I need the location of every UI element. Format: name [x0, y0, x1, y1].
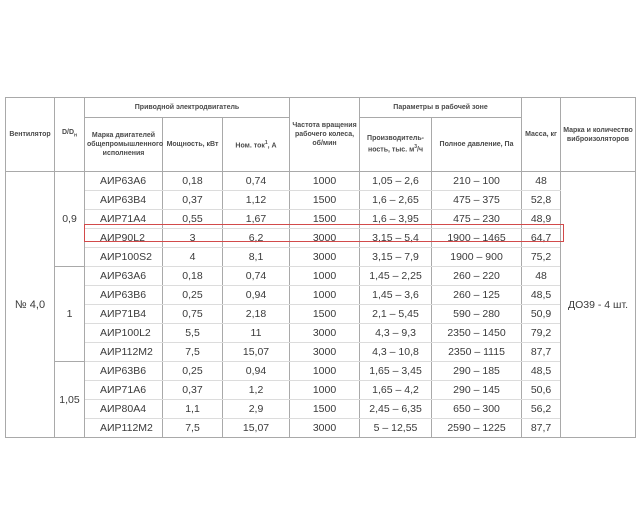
power-cell: 7,5	[163, 343, 223, 362]
flow-cell: 1,05 – 2,6	[360, 172, 432, 191]
table-row	[6, 381, 636, 400]
model-cell: АИР63В6	[85, 362, 163, 381]
pressure-cell: 2590 – 1225	[432, 419, 522, 438]
model-cell: АИР90L2	[85, 229, 163, 248]
pressure-cell: 260 – 125	[432, 286, 522, 305]
power-cell: 0,37	[163, 381, 223, 400]
speed-cell: 1000	[290, 381, 360, 400]
current-cell: 1,67	[223, 210, 290, 229]
model-cell: АИР100S2	[85, 248, 163, 267]
pressure-cell: 2350 – 1115	[432, 343, 522, 362]
current-cell: 2,18	[223, 305, 290, 324]
mass-cell: 50,6	[522, 381, 561, 400]
table-row	[6, 172, 636, 191]
pressure-cell: 1900 – 900	[432, 248, 522, 267]
header-flow	[360, 118, 432, 172]
model-cell: АИР63В4	[85, 191, 163, 210]
power-cell: 0,75	[163, 305, 223, 324]
header-fan: Вентилятор	[6, 98, 55, 172]
flow-cell: 4,3 – 9,3	[360, 324, 432, 343]
current-cell: 0,94	[223, 362, 290, 381]
mass-cell: 50,9	[522, 305, 561, 324]
dd-ratio-cell: 1	[55, 267, 85, 362]
model-cell: АИР112М2	[85, 419, 163, 438]
power-cell: 0,37	[163, 191, 223, 210]
speed-cell: 3000	[290, 229, 360, 248]
speed-cell: 1000	[290, 267, 360, 286]
speed-cell: 1500	[290, 305, 360, 324]
flow-cell: 1,65 – 3,45	[360, 362, 432, 381]
current-cell: 2,9	[223, 400, 290, 419]
table-row	[6, 419, 636, 438]
pressure-cell: 260 – 220	[432, 267, 522, 286]
speed-cell: 1500	[290, 191, 360, 210]
table-row	[6, 248, 636, 267]
header-current-base: Ном. ток	[235, 142, 265, 150]
header-pressure: Полное давление, Па	[432, 118, 522, 172]
header-motor-group: Приводной электродвигатель	[85, 98, 290, 118]
model-cell: АИР63А6	[85, 172, 163, 191]
speed-cell: 1500	[290, 210, 360, 229]
flow-cell: 1,6 – 2,65	[360, 191, 432, 210]
flow-cell: 3,15 – 5,4	[360, 229, 432, 248]
mass-cell: 56,2	[522, 400, 561, 419]
model-cell: АИР63А6	[85, 267, 163, 286]
flow-cell: 1,45 – 2,25	[360, 267, 432, 286]
mass-cell: 48	[522, 172, 561, 191]
current-cell: 0,74	[223, 172, 290, 191]
current-cell: 11	[223, 324, 290, 343]
flow-cell: 1,45 – 3,6	[360, 286, 432, 305]
speed-cell: 3000	[290, 248, 360, 267]
header-current	[223, 118, 290, 172]
pressure-cell: 650 – 300	[432, 400, 522, 419]
table-row	[6, 400, 636, 419]
current-cell: 8,1	[223, 248, 290, 267]
speed-cell: 1000	[290, 286, 360, 305]
table-row	[6, 324, 636, 343]
table-row	[6, 305, 636, 324]
mass-cell: 48,5	[522, 286, 561, 305]
speed-cell: 1000	[290, 172, 360, 191]
power-cell: 7,5	[163, 419, 223, 438]
speed-cell: 1500	[290, 400, 360, 419]
table-row	[6, 362, 636, 381]
mass-cell: 79,2	[522, 324, 561, 343]
power-cell: 5,5	[163, 324, 223, 343]
power-cell: 1,1	[163, 400, 223, 419]
mass-cell: 64,7	[522, 229, 561, 248]
fan-number-cell: № 4,0	[6, 172, 55, 438]
header-mass: Масса, кг	[522, 98, 561, 172]
pressure-cell: 2350 – 1450	[432, 324, 522, 343]
table-row	[6, 229, 636, 248]
model-cell: АИР71А6	[85, 381, 163, 400]
flow-cell: 3,15 – 7,9	[360, 248, 432, 267]
header-params-group: Параметры в рабочей зоне	[360, 98, 522, 118]
mass-cell: 87,7	[522, 343, 561, 362]
mass-cell: 48,5	[522, 362, 561, 381]
header-model: Марка двигателей общепромышленного исполнения	[85, 118, 163, 172]
speed-cell: 3000	[290, 419, 360, 438]
model-cell: АИР112М2	[85, 343, 163, 362]
pressure-cell: 210 – 100	[432, 172, 522, 191]
table-row	[6, 267, 636, 286]
dd-ratio-cell: 0,9	[55, 172, 85, 267]
header-dd	[55, 98, 85, 172]
flow-cell: 2,45 – 6,35	[360, 400, 432, 419]
mass-cell: 75,2	[522, 248, 561, 267]
header-dd-sub: н	[74, 132, 78, 139]
table-row	[6, 210, 636, 229]
power-cell: 0,18	[163, 172, 223, 191]
speed-cell: 1000	[290, 362, 360, 381]
current-cell: 0,94	[223, 286, 290, 305]
current-cell: 1,12	[223, 191, 290, 210]
power-cell: 0,25	[163, 362, 223, 381]
header-speed: Частота вращения рабочего колеса, об/мин	[290, 98, 360, 172]
header-current-sup: 1	[264, 139, 268, 146]
model-cell: АИР71А4	[85, 210, 163, 229]
current-cell: 15,07	[223, 419, 290, 438]
flow-cell: 4,3 – 10,8	[360, 343, 432, 362]
header-flow-sup: 3	[414, 144, 418, 151]
speed-cell: 3000	[290, 343, 360, 362]
header-dd-base: D/D	[61, 129, 75, 137]
current-cell: 0,74	[223, 267, 290, 286]
power-cell: 0,25	[163, 286, 223, 305]
pressure-cell: 590 – 280	[432, 305, 522, 324]
header-flow-unit: /ч	[417, 146, 424, 154]
flow-cell: 1,65 – 4,2	[360, 381, 432, 400]
current-cell: 6,2	[223, 229, 290, 248]
pressure-cell: 290 – 145	[432, 381, 522, 400]
mass-cell: 48,9	[522, 210, 561, 229]
model-cell: АИР71В4	[85, 305, 163, 324]
table-row	[6, 191, 636, 210]
power-cell: 4	[163, 248, 223, 267]
fan-spec-table	[5, 97, 636, 438]
speed-cell: 3000	[290, 324, 360, 343]
power-cell: 0,55	[163, 210, 223, 229]
pressure-cell: 290 – 185	[432, 362, 522, 381]
header-current-unit: , А	[267, 142, 277, 150]
power-cell: 3	[163, 229, 223, 248]
pressure-cell: 475 – 230	[432, 210, 522, 229]
current-cell: 15,07	[223, 343, 290, 362]
pressure-cell: 475 – 375	[432, 191, 522, 210]
flow-cell: 2,1 – 5,45	[360, 305, 432, 324]
header-flow-base: Производитель-ность, тыс. м	[367, 135, 424, 154]
header-power: Мощность, кВт	[163, 118, 223, 172]
isolators-cell: ДО39 - 4 шт.	[561, 172, 636, 438]
model-cell: АИР100L2	[85, 324, 163, 343]
table-row	[6, 343, 636, 362]
mass-cell: 87,7	[522, 419, 561, 438]
current-cell: 1,2	[223, 381, 290, 400]
pressure-cell: 1900 – 1465	[432, 229, 522, 248]
flow-cell: 5 – 12,55	[360, 419, 432, 438]
dd-ratio-cell: 1,05	[55, 362, 85, 438]
mass-cell: 48	[522, 267, 561, 286]
model-cell: АИР80А4	[85, 400, 163, 419]
mass-cell: 52,8	[522, 191, 561, 210]
model-cell: АИР63В6	[85, 286, 163, 305]
power-cell: 0,18	[163, 267, 223, 286]
flow-cell: 1,6 – 3,95	[360, 210, 432, 229]
table-row	[6, 286, 636, 305]
table-body	[6, 172, 636, 438]
header-isolators: Марка и количество виброизоляторов	[561, 98, 636, 172]
